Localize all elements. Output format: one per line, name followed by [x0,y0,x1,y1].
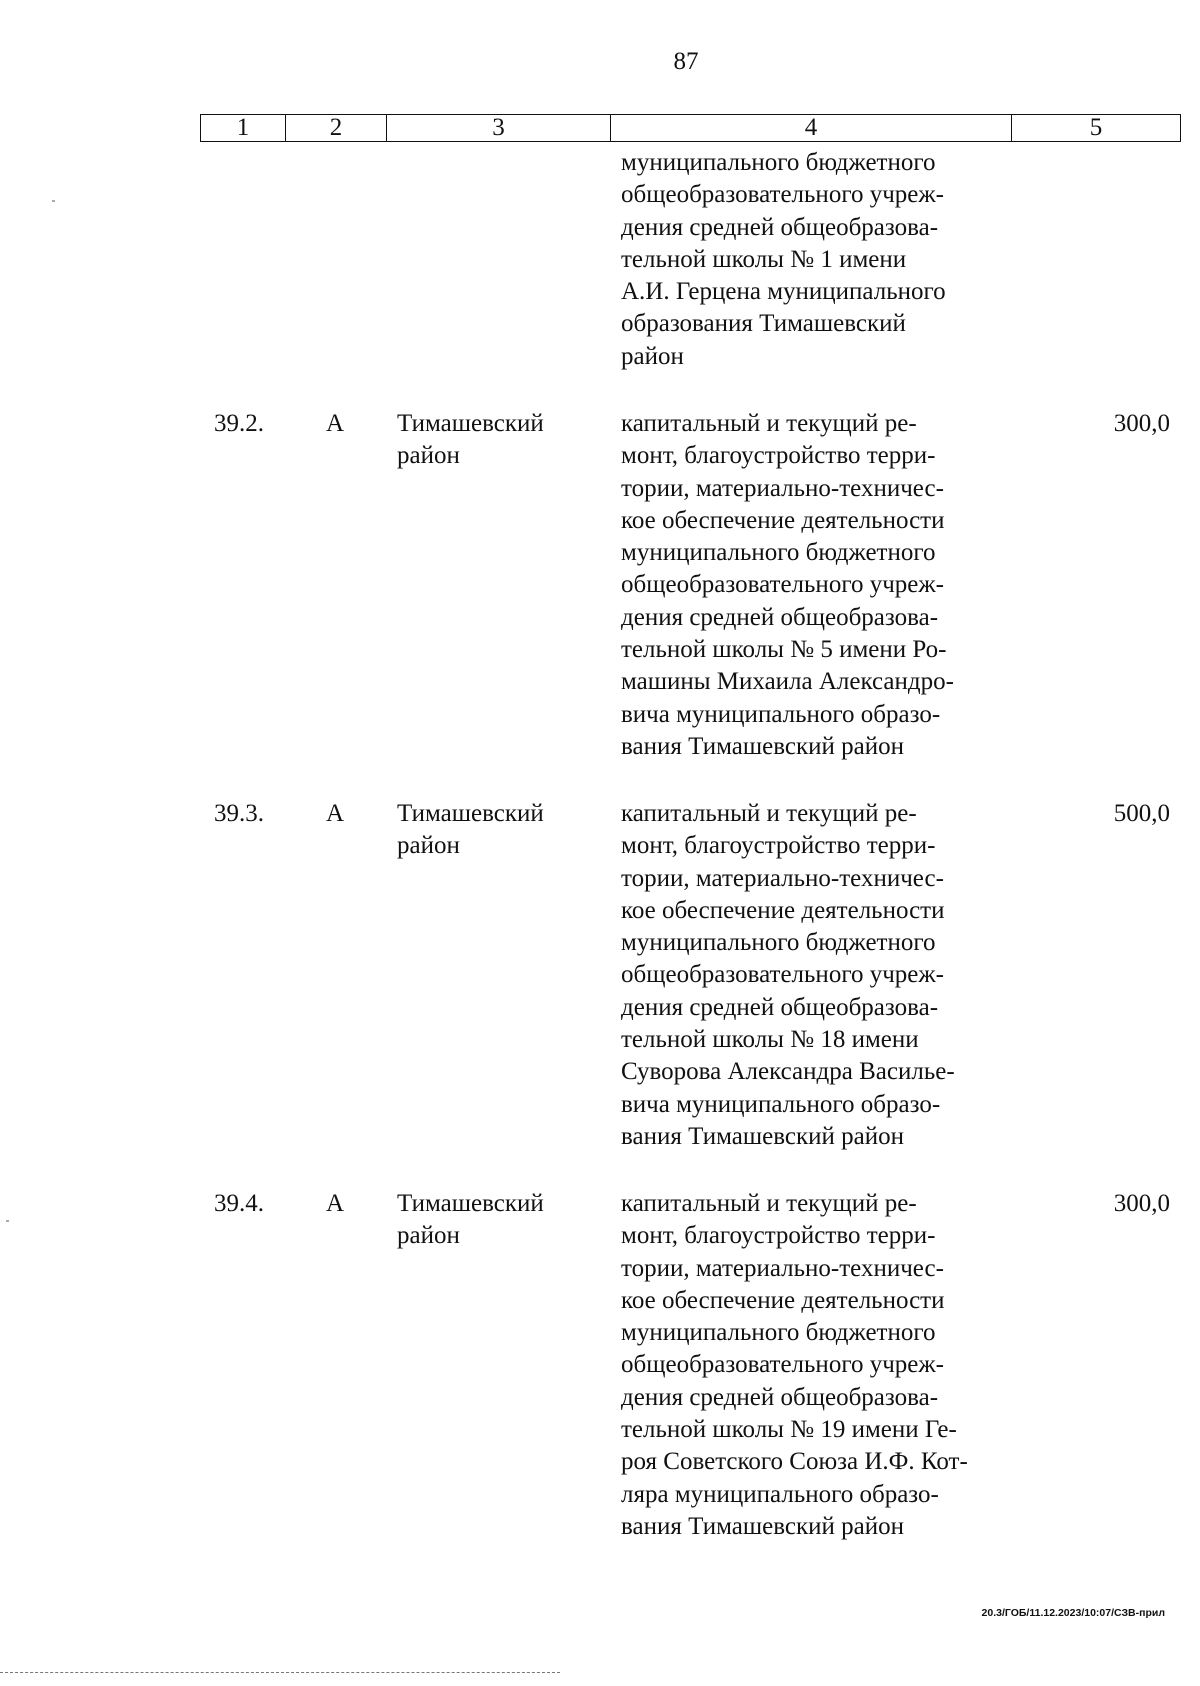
description-line: роя Советского Союза И.Ф. Кот- [621,1448,968,1476]
column-header-row [201,115,1181,142]
column-header-3: 3 [387,115,611,142]
description-line: машины Михаила Александро- [621,668,954,696]
description-line: общеобразовательного учреж- [621,181,944,209]
description-line: кое обеспечение деятельности [621,896,945,924]
column-header-1: 1 [201,115,286,142]
description-line: район [621,342,684,370]
description-line: А.И. Герцена муниципального [621,278,946,306]
description-line: монт, благоустройство терри- [621,442,936,470]
column-header-5: 5 [1012,115,1181,142]
description-line: общеобразовательного учреж- [621,961,944,989]
description-line: вания Тимашевский район [621,732,904,760]
row-number: 39.3. [214,800,264,827]
description-line: капитальный и текущий ре- [621,1190,917,1217]
description-line: кое обеспечение деятельности [621,1286,945,1314]
district-line: район [397,1222,460,1250]
description-line: муниципального бюджетного [621,539,936,567]
scan-speck [6,1220,9,1222]
description-line: общеобразовательного учреж- [621,571,944,599]
description-line: образования Тимашевский [621,310,906,338]
description-line: капитальный и текущий ре- [621,410,917,437]
continuation-description [621,147,996,373]
district-line: Тимашевский [397,1190,544,1217]
description-line: капитальный и текущий ре- [621,800,917,827]
description-line: тельной школы № 18 имени [621,1026,919,1054]
description-line: тории, материально-техничес- [621,474,944,502]
description-line: тельной школы № 5 имени Ро- [621,636,947,664]
page-number: 87 [673,48,699,75]
district-line: район [397,442,460,470]
row-code: А [326,410,345,437]
description-line: тории, материально-техничес- [621,1254,944,1282]
description-line: муниципального бюджетного [621,1319,936,1347]
row-amount: 500,0 [1113,800,1170,827]
row-district [397,408,597,473]
row-code: А [326,800,345,827]
scan-edge-line [0,1672,560,1673]
description-line: общеобразовательного учреж- [621,1351,944,1379]
document-registration-code: 20.3/ГОБ/11.12.2023/10:07/СЗВ-прил [981,1607,1165,1619]
district-line: Тимашевский [397,410,544,437]
row-number: 39.2. [214,410,264,437]
description-line: монт, благоустройство терри- [621,1222,936,1250]
description-line: муниципального бюджетного [621,149,936,176]
description-line: дения средней общеобразова- [621,213,939,241]
description-line: дения средней общеобразова- [621,993,939,1021]
row-amount: 300,0 [1113,1190,1170,1217]
description-line: ляра муниципального образо- [621,1480,939,1508]
description-line: тории, материально-техничес- [621,864,944,892]
description-line: монт, благоустройство терри- [621,832,936,860]
row-district [397,798,597,863]
district-line: Тимашевский [397,800,544,827]
description-line: дения средней общеобразова- [621,1383,939,1411]
description-line: тельной школы № 1 имени [621,245,907,273]
description-line: вича муниципального образо- [621,700,941,728]
description-line: кое обеспечение деятельности [621,506,945,534]
description-line: тельной школы № 19 имени Ге- [621,1416,957,1444]
row-description [621,798,996,1153]
description-line: муниципального бюджетного [621,929,936,957]
description-line: Суворова Александра Василье- [621,1058,955,1086]
row-description [621,1188,996,1543]
row-description [621,408,996,763]
row-amount: 300,0 [1113,410,1170,437]
column-header-table [200,114,1181,142]
row-number: 39.4. [214,1190,264,1217]
row-district [397,1188,597,1253]
row-code: А [326,1190,345,1217]
description-line: дения средней общеобразова- [621,603,939,631]
description-line: вания Тимашевский район [621,1512,904,1540]
scan-speck [52,200,55,202]
column-header-4: 4 [611,115,1012,142]
district-line: район [397,832,460,860]
description-line: вича муниципального образо- [621,1090,941,1118]
column-header-2: 2 [286,115,387,142]
description-line: вания Тимашевский район [621,1122,904,1150]
